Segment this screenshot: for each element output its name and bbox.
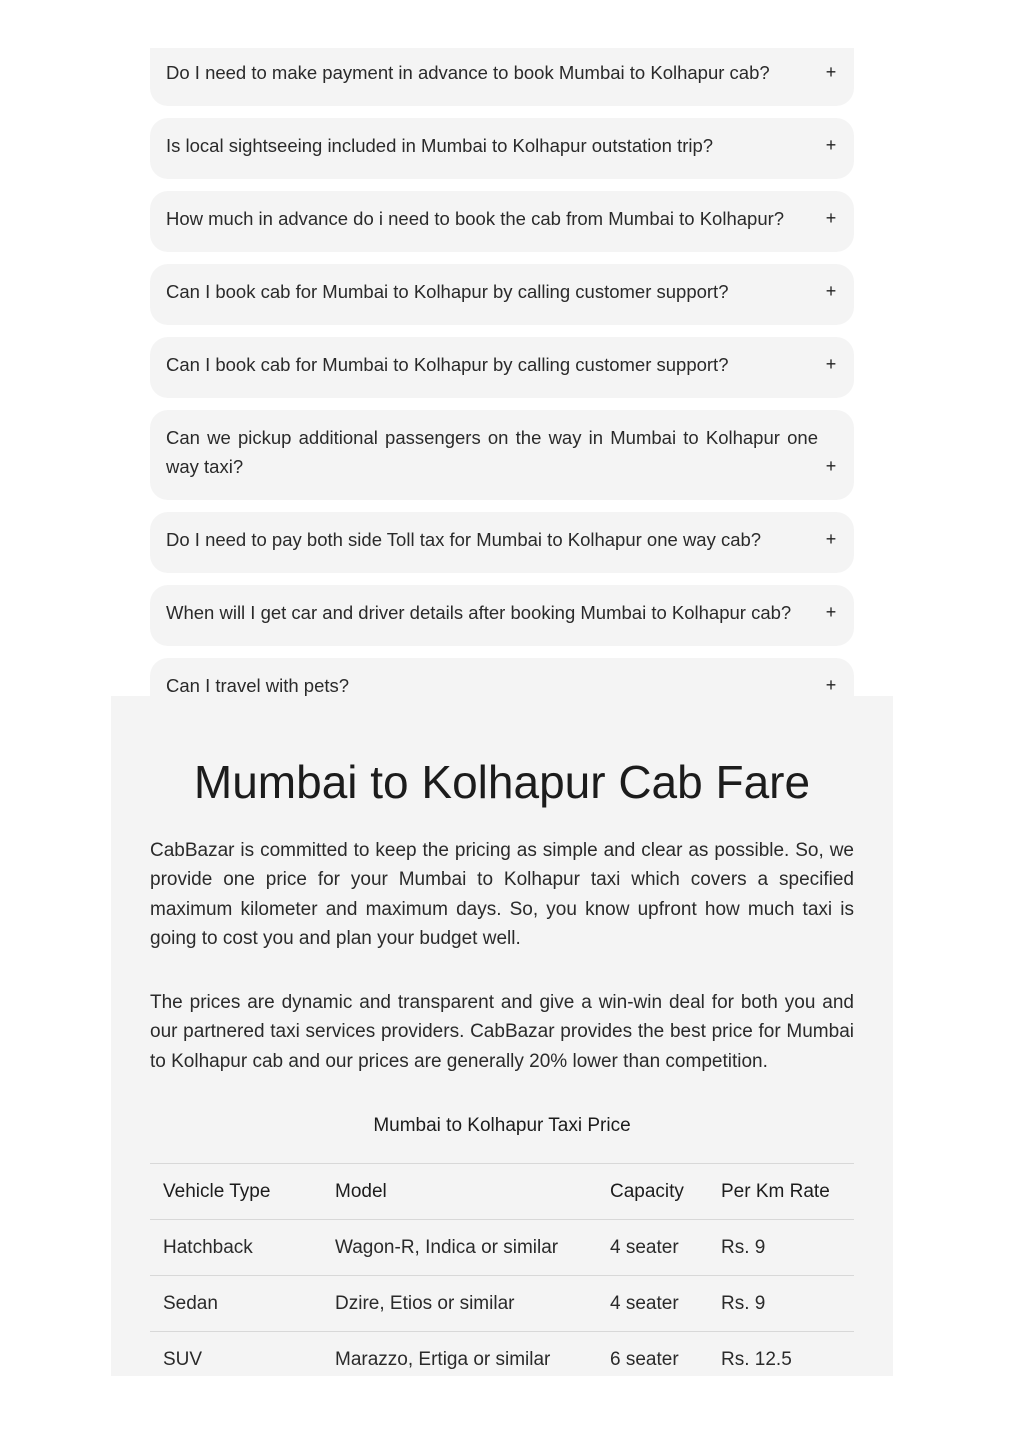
cell-rate: Rs. 12.5 bbox=[708, 1332, 854, 1377]
cell-model: Dzire, Etios or similar bbox=[322, 1276, 597, 1332]
cell-vehicle-type: Sedan bbox=[150, 1276, 322, 1332]
table-row bbox=[150, 1220, 854, 1276]
faq-item-advance-payment[interactable] bbox=[150, 48, 854, 106]
cell-capacity: 6 seater bbox=[597, 1332, 708, 1377]
cell-capacity: 4 seater bbox=[597, 1276, 708, 1332]
header-per-km-rate: Per Km Rate bbox=[708, 1164, 854, 1220]
faq-question: Can I book cab for Mumbai to Kolhapur by calling customer support? bbox=[166, 354, 729, 375]
plus-icon[interactable]: + bbox=[825, 456, 837, 476]
faq-item-customer-support[interactable] bbox=[150, 264, 854, 325]
plus-icon[interactable]: + bbox=[825, 675, 837, 695]
faq-question: Can I travel with pets? bbox=[166, 675, 350, 696]
plus-icon[interactable]: + bbox=[825, 529, 837, 549]
cell-model: Wagon-R, Indica or similar bbox=[322, 1220, 597, 1276]
faq-question: Do I need to pay both side Toll tax for Mumbai to Kolhapur one way cab? bbox=[166, 529, 762, 550]
cell-capacity: 4 seater bbox=[597, 1220, 708, 1276]
plus-icon[interactable]: + bbox=[825, 602, 837, 622]
faq-question: How much in advance do i need to book the cab from Mumbai to Kolhapur? bbox=[166, 208, 785, 229]
faq-question: Can we pickup additional passengers on the way in Mumbai to Kolhapur one way taxi? bbox=[166, 427, 818, 477]
faq-question: When will I get car and driver details after booking Mumbai to Kolhapur cab? bbox=[166, 602, 792, 623]
faq-question: Can I book cab for Mumbai to Kolhapur by calling customer support? bbox=[166, 281, 729, 302]
plus-icon[interactable]: + bbox=[825, 135, 837, 155]
faq-question: Is local sightseeing included in Mumbai to Kolhapur outstation trip? bbox=[166, 135, 714, 156]
fare-title: Mumbai to Kolhapur Cab Fare bbox=[193, 756, 811, 808]
cell-rate: Rs. 9 bbox=[708, 1220, 854, 1276]
table-header-row bbox=[150, 1164, 854, 1220]
fare-table bbox=[150, 1163, 854, 1376]
faq-item-additional-passengers[interactable] bbox=[150, 410, 854, 500]
fare-pricing-paragraph: The prices are dynamic and transparent and give a win-win deal for both you and our partnered taxi services providers. CabBazar provides the best price for Mumbai to Kolhapur cab and our prices are generally 20% lower than competition. bbox=[150, 992, 854, 1072]
faq-item-driver-details[interactable] bbox=[150, 585, 854, 646]
header-model: Model bbox=[322, 1164, 597, 1220]
plus-icon[interactable]: + bbox=[825, 208, 837, 228]
header-capacity: Capacity bbox=[597, 1164, 708, 1220]
cell-rate: Rs. 9 bbox=[708, 1276, 854, 1332]
faq-item-customer-support-2[interactable] bbox=[150, 337, 854, 398]
cell-model: Marazzo, Ertiga or similar bbox=[322, 1332, 597, 1377]
fare-intro-paragraph: CabBazar is committed to keep the pricing as simple and clear as possible. So, we provide one price for your Mumbai to Kolhapur taxi which covers a specified maximum kilometer and maximum days. So, you know upfront how much taxi is going to cost you and plan your budget well. bbox=[150, 840, 854, 949]
table-caption: Mumbai to Kolhapur Taxi Price bbox=[373, 1115, 631, 1136]
header-vehicle-type: Vehicle Type bbox=[150, 1164, 322, 1220]
plus-icon[interactable]: + bbox=[825, 354, 837, 374]
faq-list bbox=[150, 48, 854, 731]
plus-icon[interactable]: + bbox=[825, 281, 837, 301]
faq-item-advance-booking[interactable] bbox=[150, 191, 854, 252]
cell-vehicle-type: SUV bbox=[150, 1332, 322, 1377]
table-row bbox=[150, 1276, 854, 1332]
cell-vehicle-type: Hatchback bbox=[150, 1220, 322, 1276]
faq-question: Do I need to make payment in advance to book Mumbai to Kolhapur cab? bbox=[166, 62, 770, 83]
plus-icon[interactable]: + bbox=[825, 62, 837, 82]
faq-item-sightseeing[interactable] bbox=[150, 118, 854, 179]
fare-section bbox=[111, 696, 893, 1376]
faq-item-toll-tax[interactable] bbox=[150, 512, 854, 573]
table-row bbox=[150, 1332, 854, 1377]
